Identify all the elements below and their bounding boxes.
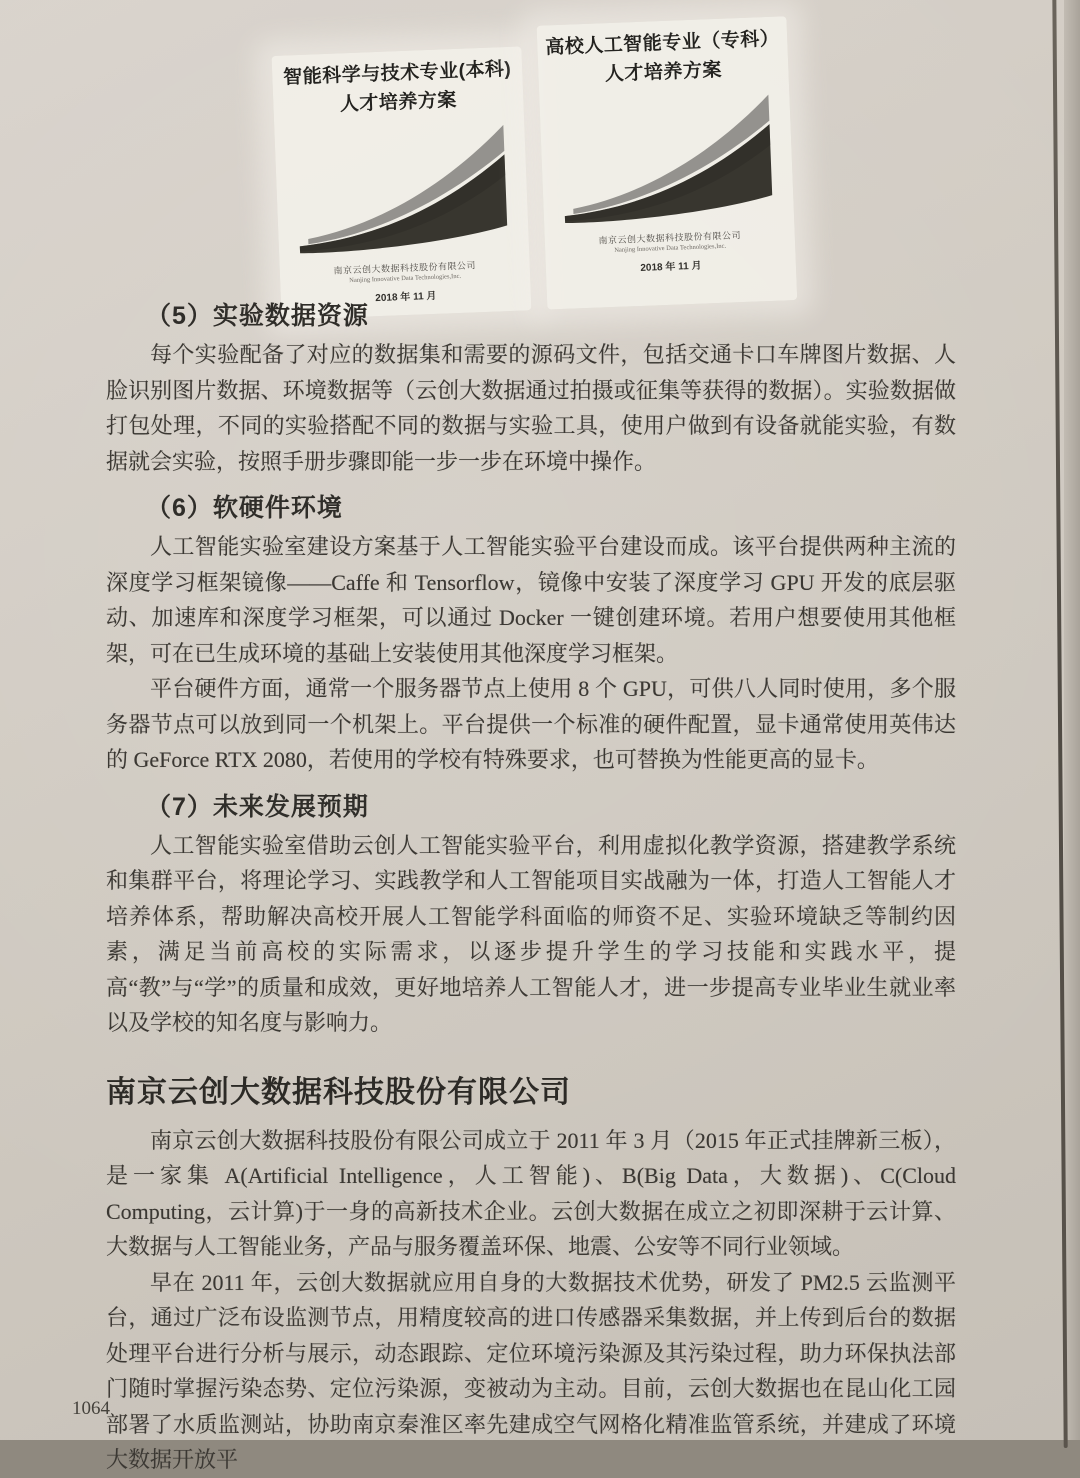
cover-title: 智能科学与技术专业(本科)	[282, 58, 512, 89]
section-heading-5: （5）实验数据资源	[146, 302, 369, 330]
page-number: 1064	[72, 1398, 110, 1419]
cover-card-undergraduate	[272, 46, 532, 319]
paragraph: 人工智能实验室借助云创人工智能实验平台，利用虚拟化教学资源，搭建教学系统和集群平台，将理论学习、实践教学和人工智能项目实战融为一体，打造人工智能人才培养体系，帮助解决高校开展人工智能学科面临的师资不足、实验环境缺乏等制约因素，满足当前高校的实际需求，以逐步提升学生的学习技能和实践水平，提高“教”与“学”的质量和成效，更好地培养人工智能人才，进一步提高专业毕业生就业率以及学校的知名度与影响力。	[106, 832, 956, 1035]
page-body-text	[106, 296, 956, 1478]
paragraph: 每个实验配备了对应的数据集和需要的源码文件，包括交通卡口车牌图片数据、人脸识别图片数据、环境数据等（云创大数据通过拍摄或征集等获得的数据）。实验数据做打包处理，不同的实验搭配不同的数据与实验工具，使用户做到有设备就能实验，有数据就会实验，按照手册步骤即能一步一步在环境中操作。	[106, 342, 956, 474]
paragraph: 人工智能实验室建设方案基于人工智能实验平台建设而成。该平台提供两种主流的深度学习框架镜像——Caffe 和 Tensorflow，镜像中安装了深度学习 GPU 开发的底层驱动、加速库和深度学习框架，可以通过 Docker 一键创建环境。若用户想要使用其他框架，可在已生成环境的基础上安装使用其他深度学习框架。	[106, 534, 956, 666]
book-pages-edge	[1064, 0, 1080, 1440]
paragraph: 早在 2011 年，云创大数据就应用自身的大数据技术优势，研发了 PM2.5 云监测平台，通过广泛布设监测节点，用精度较高的进口传感器采集数据，并上传到后台的数据处理平台进行分析与展示，动态跟踪、定位环境污染源及其污染过程，助力环保执法部门随时掌握污染态势、定位污染源，变被动为主动。目前，云创大数据也在昆山化工园部署了水质监测站，协助南京秦淮区率先建成空气网格化精准监管系统，并建成了环境大数据开放平	[106, 1269, 956, 1472]
cover-title: 高校人工智能专业（专科）	[544, 28, 780, 59]
cover-card-college	[537, 16, 798, 309]
cover-images	[271, 16, 798, 320]
growth-curve-graphic	[547, 92, 786, 231]
cover-date: 2018 年 11 月	[375, 290, 437, 305]
cover-date: 2018 年 11 月	[640, 260, 702, 274]
company-heading: 南京云创大数据科技股份有限公司	[106, 1075, 571, 1109]
growth-curve-graphic	[282, 123, 521, 262]
cover-subtitle: 人才培养方案	[339, 89, 458, 116]
cover-company-name-en: Nanjing Innovative Data Technologies,Inc.	[614, 242, 727, 254]
paragraph: 平台硬件方面，通常一个服务器节点上使用 8 个 GPU，可供八人同时使用，多个服务器节点可以放到同一个机架上。平台提供一个标准的硬件配置，显卡通常使用英伟达的 GeForce RTX 2080，若使用的学校有特殊要求，也可替换为性能更高的显卡。	[106, 676, 956, 772]
section-heading-7: （7）未来发展预期	[146, 792, 369, 821]
cover-company-name: 南京云创大数据科技股份有限公司	[598, 230, 742, 246]
cover-subtitle: 人才培养方案	[604, 59, 723, 86]
section-heading-6: （6）软硬件环境	[146, 494, 343, 522]
cover-company-name-en: Nanjing Innovative Data Technologies,Inc.	[349, 272, 462, 285]
cover-company-name: 南京云创大数据科技股份有限公司	[333, 260, 477, 276]
paragraph: 南京云创大数据科技股份有限公司成立于 2011 年 3 月（2015 年正式挂牌新三板），是一家集 A(Artificial Intelligence，人工智能)、B(Big Data，大数据)、C(Cloud Computing，云计算)于一身的高新技术企业。云创大数据在成立之初即深耕于云计算、大数据与人工智能业务，产品与服务覆盖环保、地震、公安等不同行业领域。	[106, 1127, 956, 1259]
